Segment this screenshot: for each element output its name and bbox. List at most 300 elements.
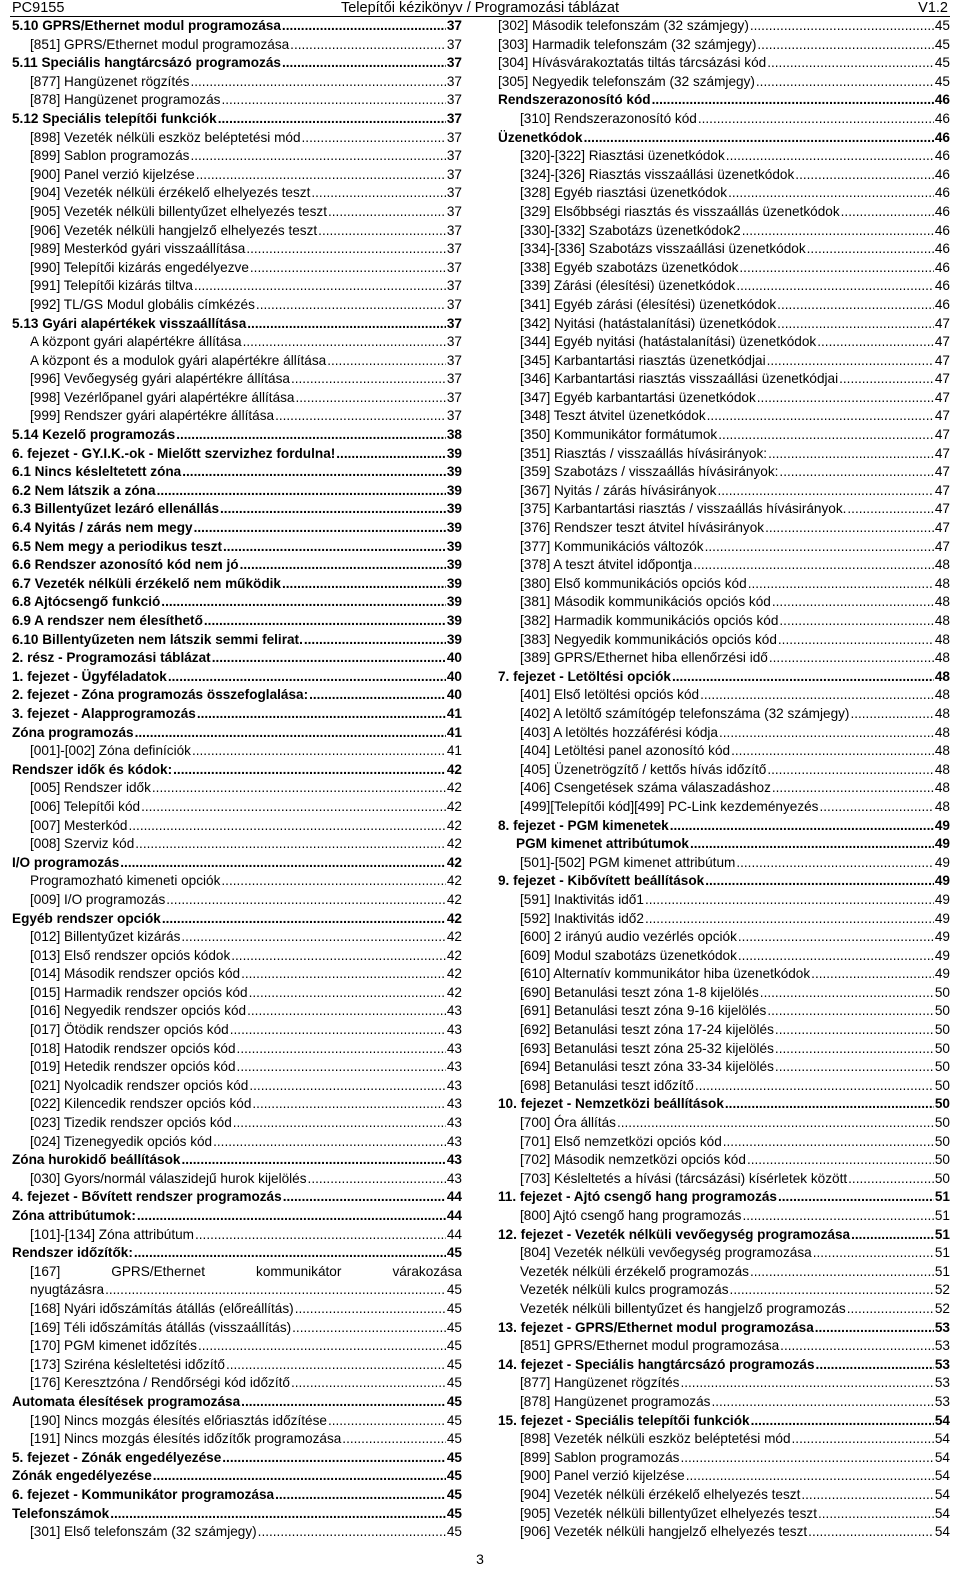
- toc-entry[interactable]: [498, 1244, 950, 1263]
- toc-entry[interactable]: [12, 519, 462, 538]
- toc-entry[interactable]: [12, 389, 462, 408]
- toc-leader-dots: [756, 73, 934, 92]
- toc-leader-dots: [728, 184, 934, 203]
- toc-entry[interactable]: [12, 333, 462, 352]
- toc-entry[interactable]: [12, 203, 462, 222]
- toc-entry-title: 6.7 Vezeték nélküli érzékelő nem működik: [12, 575, 281, 591]
- toc-entry-title: [001]-[002] Zóna definíciók: [30, 743, 191, 759]
- toc-entry[interactable]: [12, 1319, 462, 1338]
- toc-entry[interactable]: [498, 184, 950, 203]
- toc-leader-dots: [778, 1188, 934, 1207]
- toc-entry[interactable]: [498, 277, 950, 296]
- toc-leader-dots: [851, 1226, 934, 1245]
- toc-entry[interactable]: [498, 1486, 950, 1505]
- toc-entry[interactable]: [498, 798, 950, 817]
- toc-leader-dots: [249, 1077, 446, 1096]
- toc-entry[interactable]: [12, 1077, 462, 1096]
- toc-entry-page: 47: [934, 501, 950, 517]
- toc-entry-page: 42: [446, 817, 462, 833]
- toc-entry[interactable]: [498, 724, 950, 743]
- toc-entry-page: 49: [934, 966, 950, 982]
- toc-entry[interactable]: [498, 17, 950, 36]
- toc-entry-page: 45: [446, 1245, 462, 1261]
- toc-entry[interactable]: [12, 1002, 462, 1021]
- toc-entry-title: [905] Vezeték nélküli billentyűzet elhelyezés teszt: [520, 1505, 817, 1521]
- toc-entry-title: [334]-[336] Szabotázs visszaállási üzenetkódok: [520, 241, 806, 257]
- toc-entry-page: 45: [934, 18, 950, 33]
- toc-entry[interactable]: [498, 1505, 950, 1524]
- toc-leader-dots: [670, 817, 934, 836]
- toc-entry-title: 5.12 Speciális telepítői funkciók: [12, 110, 217, 126]
- toc-entry[interactable]: [12, 500, 462, 519]
- toc-entry-title: 5.11 Speciális hangtárcsázó programozás: [12, 55, 281, 71]
- toc-entry[interactable]: [498, 891, 950, 910]
- toc-leader-dots: [283, 1188, 446, 1207]
- toc-entry[interactable]: [498, 779, 950, 798]
- toc-entry[interactable]: [498, 910, 950, 929]
- toc-entry[interactable]: [498, 761, 950, 780]
- toc-entry-title: 1. fejezet - Ügyféladatok: [12, 668, 167, 684]
- toc-entry-title: 11. fejezet - Ajtó csengő hang programozás: [498, 1189, 777, 1205]
- toc-entry[interactable]: [498, 1281, 950, 1300]
- toc-entry[interactable]: [12, 36, 462, 55]
- toc-entry[interactable]: [12, 1133, 462, 1152]
- toc-entry[interactable]: [12, 928, 462, 947]
- toc-entry[interactable]: [498, 705, 950, 724]
- toc-leader-dots: [221, 91, 445, 110]
- toc-entry[interactable]: [12, 1188, 462, 1207]
- toc-entry-page: 50: [934, 984, 950, 1000]
- toc-leader-dots: [212, 649, 446, 668]
- toc-entry-page: 45: [446, 1319, 462, 1335]
- toc-entry[interactable]: [498, 1058, 950, 1077]
- toc-entry[interactable]: [12, 1058, 462, 1077]
- toc-entry[interactable]: [498, 1114, 950, 1133]
- toc-entry[interactable]: [12, 445, 462, 464]
- toc-entry[interactable]: [12, 612, 462, 631]
- toc-leader-dots: [166, 891, 446, 910]
- toc-entry-page: 37: [446, 371, 462, 387]
- toc-entry[interactable]: [12, 835, 462, 854]
- toc-leader-dots: [162, 910, 446, 929]
- toc-entry[interactable]: [498, 91, 950, 110]
- toc-entry[interactable]: [12, 761, 462, 780]
- toc-leader-dots: [738, 928, 934, 947]
- toc-entry[interactable]: [498, 1337, 950, 1356]
- toc-entry[interactable]: [12, 1095, 462, 1114]
- toc-entry[interactable]: [498, 73, 950, 92]
- toc-entry-page: 45: [446, 1300, 462, 1316]
- toc-entry[interactable]: [12, 742, 462, 761]
- toc-entry[interactable]: [12, 463, 462, 482]
- toc-entry[interactable]: [498, 984, 950, 1003]
- toc-entry-title: 6.9 A rendszer nem élesíthető: [12, 613, 203, 628]
- toc-entry[interactable]: [498, 352, 950, 371]
- toc-entry-title: [346] Karbantartási riasztás visszaállási üzenetkódjai: [520, 371, 839, 387]
- toc-entry[interactable]: [498, 1374, 950, 1393]
- toc-leader-dots: [778, 631, 934, 650]
- toc-entry[interactable]: [12, 1226, 462, 1245]
- toc-entry-title: [021] Nyolcadik rendszer opciós kód: [30, 1077, 249, 1093]
- toc-entry-title: [030] Gyors/normál válaszidejű hurok kijelölés: [30, 1170, 307, 1186]
- toc-entry-title: 6.6 Rendszer azonosító kód nem jó: [12, 557, 239, 573]
- toc-entry-page: 48: [934, 575, 950, 591]
- toc-leader-dots: [767, 352, 934, 371]
- toc-entry[interactable]: [12, 277, 462, 296]
- toc-entry[interactable]: [498, 835, 950, 854]
- toc-entry[interactable]: [498, 1430, 950, 1449]
- toc-entry[interactable]: [498, 1002, 950, 1021]
- toc-entry-page: 48: [934, 798, 950, 814]
- toc-leader-dots: [690, 835, 934, 854]
- toc-entry-page: 37: [446, 408, 462, 424]
- toc-leader-dots: [110, 1505, 446, 1524]
- toc-entry-title: Vezeték nélküli érzékelő programozás: [520, 1263, 749, 1279]
- toc-entry[interactable]: [498, 1263, 950, 1282]
- toc-entry[interactable]: [12, 17, 462, 36]
- toc-leader-dots: [105, 1281, 446, 1300]
- toc-entry[interactable]: [498, 166, 950, 185]
- toc-entry[interactable]: [498, 1449, 950, 1468]
- toc-entry[interactable]: [498, 36, 950, 55]
- toc-entry[interactable]: [498, 370, 950, 389]
- toc-entry[interactable]: [12, 1170, 462, 1189]
- toc-leader-dots: [815, 1319, 934, 1338]
- header-title: Telepítői kézikönyv / Programozási táblázat: [340, 0, 620, 16]
- toc-entry-title: [023] Tizedik rendszer opciós kód: [30, 1115, 232, 1131]
- toc-entry-title: [698] Betanulási teszt időzítő: [520, 1077, 694, 1093]
- toc-entry[interactable]: [498, 296, 950, 315]
- toc-entry-title: I/O programozás: [12, 854, 120, 870]
- toc-entry-title: [303] Harmadik telefonszám (32 számjegy): [498, 36, 757, 52]
- toc-entry-title: [019] Hetedik rendszer opciós kód: [30, 1059, 236, 1075]
- toc-entry[interactable]: [12, 222, 462, 241]
- toc-left-column: [12, 17, 462, 1542]
- toc-entry[interactable]: [498, 1319, 950, 1338]
- toc-leader-dots: [779, 612, 933, 631]
- toc-entry[interactable]: [12, 110, 462, 129]
- toc-entry-title: [404] Letöltési panel azonosító kód: [520, 743, 731, 759]
- toc-entry[interactable]: [498, 556, 950, 575]
- toc-leader-dots: [792, 1430, 934, 1449]
- toc-leader-dots: [252, 1095, 445, 1114]
- toc-entry-page: 43: [446, 1003, 462, 1019]
- toc-entry[interactable]: [12, 426, 462, 445]
- toc-leader-dots: [275, 1486, 446, 1505]
- toc-entry[interactable]: [12, 593, 462, 612]
- toc-leader-dots: [847, 500, 933, 519]
- toc-entry[interactable]: [12, 538, 462, 557]
- toc-entry-page: 53: [934, 1319, 950, 1335]
- toc-entry-title: [899] Sablon programozás: [30, 148, 190, 164]
- toc-entry[interactable]: [12, 1467, 462, 1486]
- toc-leader-dots: [247, 315, 446, 334]
- toc-entry[interactable]: [12, 1374, 462, 1393]
- toc-entry-title: 6.1 Nincs késleltetett zóna: [12, 464, 182, 480]
- toc-leader-dots: [818, 1505, 934, 1524]
- toc-entry[interactable]: [12, 984, 462, 1003]
- toc-entry[interactable]: [12, 1263, 462, 1300]
- toc-entry[interactable]: [12, 370, 462, 389]
- toc-entry[interactable]: [12, 668, 462, 687]
- toc-entry-page: 50: [934, 1133, 950, 1149]
- toc-entry[interactable]: [12, 240, 462, 259]
- toc-entry[interactable]: [12, 1021, 462, 1040]
- toc-leader-dots: [736, 854, 934, 873]
- toc-entry[interactable]: [12, 947, 462, 966]
- toc-entry-page: 39: [446, 557, 462, 573]
- toc-entry-title: [017] Ötödik rendszer opciós kód: [30, 1022, 229, 1038]
- toc-entry[interactable]: [498, 612, 950, 631]
- toc-leader-dots: [801, 1486, 934, 1505]
- toc-entry-title: Egyéb rendszer opciók: [12, 910, 161, 926]
- toc-entry-title: [359] Szabotázs / visszaállás hívásirányok:: [520, 464, 779, 480]
- toc-entry[interactable]: [12, 54, 462, 73]
- toc-entry[interactable]: [498, 1188, 950, 1207]
- toc-entry[interactable]: [498, 668, 950, 687]
- toc-entry[interactable]: [12, 798, 462, 817]
- toc-entry-page: 43: [446, 1077, 462, 1093]
- toc-entry[interactable]: [12, 259, 462, 278]
- toc-entry-page: 54: [934, 1468, 950, 1484]
- toc-entry[interactable]: [498, 1077, 950, 1096]
- toc-entry[interactable]: [498, 110, 950, 129]
- toc-entry[interactable]: [12, 1393, 462, 1412]
- toc-entry[interactable]: [498, 1040, 950, 1059]
- toc-entry[interactable]: [498, 445, 950, 464]
- toc-leader-dots: [748, 575, 934, 594]
- toc-leader-dots: [173, 761, 446, 780]
- toc-leader-dots: [237, 1058, 446, 1077]
- toc-entry-title: [693] Betanulási teszt zóna 25-32 kijelölés: [520, 1040, 774, 1056]
- toc-entry[interactable]: [12, 705, 462, 724]
- toc-entry[interactable]: [12, 91, 462, 110]
- toc-leader-dots: [617, 1114, 934, 1133]
- toc-entry[interactable]: [12, 407, 462, 426]
- toc-entry[interactable]: [12, 1412, 462, 1431]
- toc-entry[interactable]: [12, 1300, 462, 1319]
- toc-entry[interactable]: [498, 482, 950, 501]
- toc-leader-dots: [282, 575, 446, 594]
- toc-entry-title: 8. fejezet - PGM kimenetek: [498, 817, 669, 833]
- toc-entry-page: 48: [934, 743, 950, 759]
- toc-entry[interactable]: [498, 222, 950, 241]
- toc-entry[interactable]: [12, 854, 462, 873]
- toc-entry-page: 39: [446, 520, 462, 536]
- toc-leader-dots: [168, 668, 446, 687]
- toc-entry[interactable]: [12, 631, 462, 650]
- toc-entry[interactable]: [12, 73, 462, 92]
- toc-entry-page: 45: [934, 55, 950, 71]
- toc-entry-page: 50: [934, 1040, 950, 1056]
- toc-leader-dots: [135, 835, 446, 854]
- toc-entry-page: 47: [934, 482, 950, 498]
- toc-leader-dots: [304, 631, 446, 650]
- toc-entry-page: 49: [934, 947, 950, 963]
- toc-entry-title: [804] Vezeték nélküli vevőegység programozása: [520, 1245, 812, 1261]
- toc-entry[interactable]: [498, 742, 950, 761]
- toc-entry[interactable]: [12, 352, 462, 371]
- toc-entry[interactable]: [12, 129, 462, 148]
- toc-leader-dots: [137, 1207, 446, 1226]
- toc-entry-title: Programozható kimeneti opciók: [30, 873, 221, 889]
- toc-entry[interactable]: [498, 538, 950, 557]
- toc-entry-page: 40: [446, 650, 462, 666]
- toc-entry[interactable]: [12, 184, 462, 203]
- toc-entry[interactable]: [12, 891, 462, 910]
- header-version: V1.2: [918, 0, 948, 16]
- toc-entry[interactable]: [498, 315, 950, 334]
- toc-entry[interactable]: [498, 649, 950, 668]
- toc-entry-title: 4. fejezet - Bővített rendszer programozás: [12, 1189, 282, 1205]
- toc-entry[interactable]: [12, 1523, 462, 1542]
- toc-entry[interactable]: [498, 463, 950, 482]
- toc-entry[interactable]: [12, 1040, 462, 1059]
- toc-entry[interactable]: [12, 817, 462, 836]
- toc-entry[interactable]: [498, 631, 950, 650]
- toc-entry[interactable]: [498, 1170, 950, 1189]
- toc-leader-dots: [777, 296, 934, 315]
- toc-entry-title: Zóna hurokidő beállítások: [12, 1152, 181, 1168]
- toc-entry[interactable]: [12, 315, 462, 334]
- toc-entry[interactable]: [12, 1114, 462, 1133]
- toc-entry[interactable]: [12, 1486, 462, 1505]
- toc-leader-dots: [693, 556, 934, 575]
- toc-entry[interactable]: [12, 1207, 462, 1226]
- toc-entry[interactable]: [498, 1300, 950, 1319]
- toc-leader-dots: [328, 203, 446, 222]
- toc-leader-dots: [769, 649, 934, 668]
- toc-entry[interactable]: [12, 482, 462, 501]
- toc-entry-title: [899] Sablon programozás: [520, 1449, 680, 1465]
- toc-entry-page: 48: [934, 724, 950, 740]
- toc-leader-dots: [196, 166, 446, 185]
- toc-entry[interactable]: [12, 166, 462, 185]
- toc-entry[interactable]: [498, 147, 950, 166]
- toc-entry-title: 6.10 Billentyűzeten nem látszik semmi felirat.: [12, 631, 303, 647]
- toc-entry[interactable]: [498, 947, 950, 966]
- toc-entry[interactable]: [12, 1151, 462, 1170]
- toc-leader-dots: [816, 1356, 934, 1375]
- toc-entry[interactable]: [498, 129, 950, 148]
- toc-entry[interactable]: [498, 1207, 950, 1226]
- toc-entry[interactable]: [12, 1449, 462, 1468]
- toc-entry[interactable]: [12, 1244, 462, 1263]
- toc-entry[interactable]: [498, 389, 950, 408]
- toc-entry[interactable]: [498, 1133, 950, 1152]
- toc-leader-dots: [190, 73, 445, 92]
- toc-leader-dots: [233, 1114, 446, 1133]
- toc-entry[interactable]: [12, 872, 462, 891]
- toc-entry-title: 6.2 Nem látszik a zóna: [12, 482, 156, 498]
- toc-leader-dots: [847, 1300, 934, 1319]
- toc-entry-page: 43: [446, 1040, 462, 1056]
- toc-entry-page: 43: [446, 1170, 462, 1186]
- toc-entry[interactable]: [498, 500, 950, 519]
- toc-entry[interactable]: [498, 426, 950, 445]
- toc-entry[interactable]: [498, 519, 950, 538]
- toc-entry[interactable]: [12, 724, 462, 743]
- toc-entry[interactable]: [498, 928, 950, 947]
- toc-entry[interactable]: [498, 965, 950, 984]
- toc-entry[interactable]: [498, 1393, 950, 1412]
- toc-entry-page: 45: [446, 1375, 462, 1391]
- toc-entry[interactable]: [498, 407, 950, 426]
- toc-leader-dots: [780, 1337, 934, 1356]
- toc-leader-dots: [811, 965, 934, 984]
- toc-leader-dots: [220, 500, 446, 519]
- toc-entry[interactable]: [498, 872, 950, 891]
- toc-entry-page: 37: [446, 352, 462, 368]
- toc-entry-title: [405] Üzenetrögzítő / kettős hívás időzítő: [520, 761, 767, 777]
- toc-entry-page: 48: [934, 705, 950, 721]
- toc-entry[interactable]: [498, 1226, 950, 1245]
- toc-leader-dots: [747, 1151, 934, 1170]
- toc-entry[interactable]: [498, 593, 950, 612]
- toc-entry-title: [169] Téli időszámítás átállás (visszaállítás): [30, 1319, 292, 1335]
- toc-entry[interactable]: [498, 575, 950, 594]
- toc-entry-page: 47: [934, 445, 950, 461]
- toc-entry-title: [350] Kommunikátor formátumok: [520, 427, 718, 443]
- toc-leader-dots: [231, 947, 446, 966]
- toc-entry[interactable]: [498, 1095, 950, 1114]
- toc-entry[interactable]: [498, 1467, 950, 1486]
- toc-entry[interactable]: [12, 296, 462, 315]
- toc-entry[interactable]: [498, 1412, 950, 1431]
- toc-entry-title: [851] GPRS/Ethernet modul programozása: [520, 1338, 780, 1354]
- toc-entry[interactable]: [498, 1151, 950, 1170]
- toc-entry[interactable]: [12, 910, 462, 929]
- toc-entry-title: Vezeték nélküli billentyűzet és hangjelző programozás: [520, 1300, 846, 1316]
- toc-entry-page: 46: [934, 241, 950, 257]
- toc-entry[interactable]: [498, 1356, 950, 1375]
- toc-entry[interactable]: [498, 259, 950, 278]
- toc-entry[interactable]: [12, 1430, 462, 1449]
- toc-entry[interactable]: [12, 686, 462, 705]
- toc-entry-page: 47: [934, 538, 950, 554]
- toc-entry[interactable]: [12, 1356, 462, 1375]
- toc-entry-page: 37: [446, 296, 462, 312]
- toc-entry[interactable]: [12, 147, 462, 166]
- toc-entry[interactable]: [498, 1523, 950, 1542]
- toc-entry-page: 45: [934, 36, 950, 52]
- toc-entry[interactable]: [498, 333, 950, 352]
- toc-entry[interactable]: [12, 1505, 462, 1524]
- toc-entry[interactable]: [12, 556, 462, 575]
- toc-entry-page: 48: [934, 650, 950, 666]
- toc-leader-dots: [750, 17, 934, 36]
- toc-leader-dots: [736, 277, 934, 296]
- toc-entry-title: [170] PGM kimenet időzítés: [30, 1338, 197, 1354]
- toc-entry[interactable]: [498, 240, 950, 259]
- toc-entry-title: [305] Negyedik telefonszám (32 számjegy): [498, 73, 755, 89]
- toc-entry-title: [900] Panel verzió kijelzése: [30, 166, 195, 182]
- toc-entry[interactable]: [498, 1021, 950, 1040]
- toc-entry[interactable]: [498, 203, 950, 222]
- toc-entry[interactable]: [498, 817, 950, 836]
- toc-entry[interactable]: [12, 575, 462, 594]
- toc-entry[interactable]: [12, 1337, 462, 1356]
- toc-entry-page: 47: [934, 464, 950, 480]
- toc-entry-title: [344] Egyéb nyitási (hatástalanítási) üzenetkódok: [520, 334, 817, 350]
- toc-entry[interactable]: [12, 965, 462, 984]
- toc-entry[interactable]: [498, 854, 950, 873]
- toc-entry[interactable]: [498, 686, 950, 705]
- toc-entry-page: 39: [446, 631, 462, 647]
- toc-entry[interactable]: [12, 649, 462, 668]
- toc-entry[interactable]: [12, 779, 462, 798]
- toc-entry[interactable]: [498, 54, 950, 73]
